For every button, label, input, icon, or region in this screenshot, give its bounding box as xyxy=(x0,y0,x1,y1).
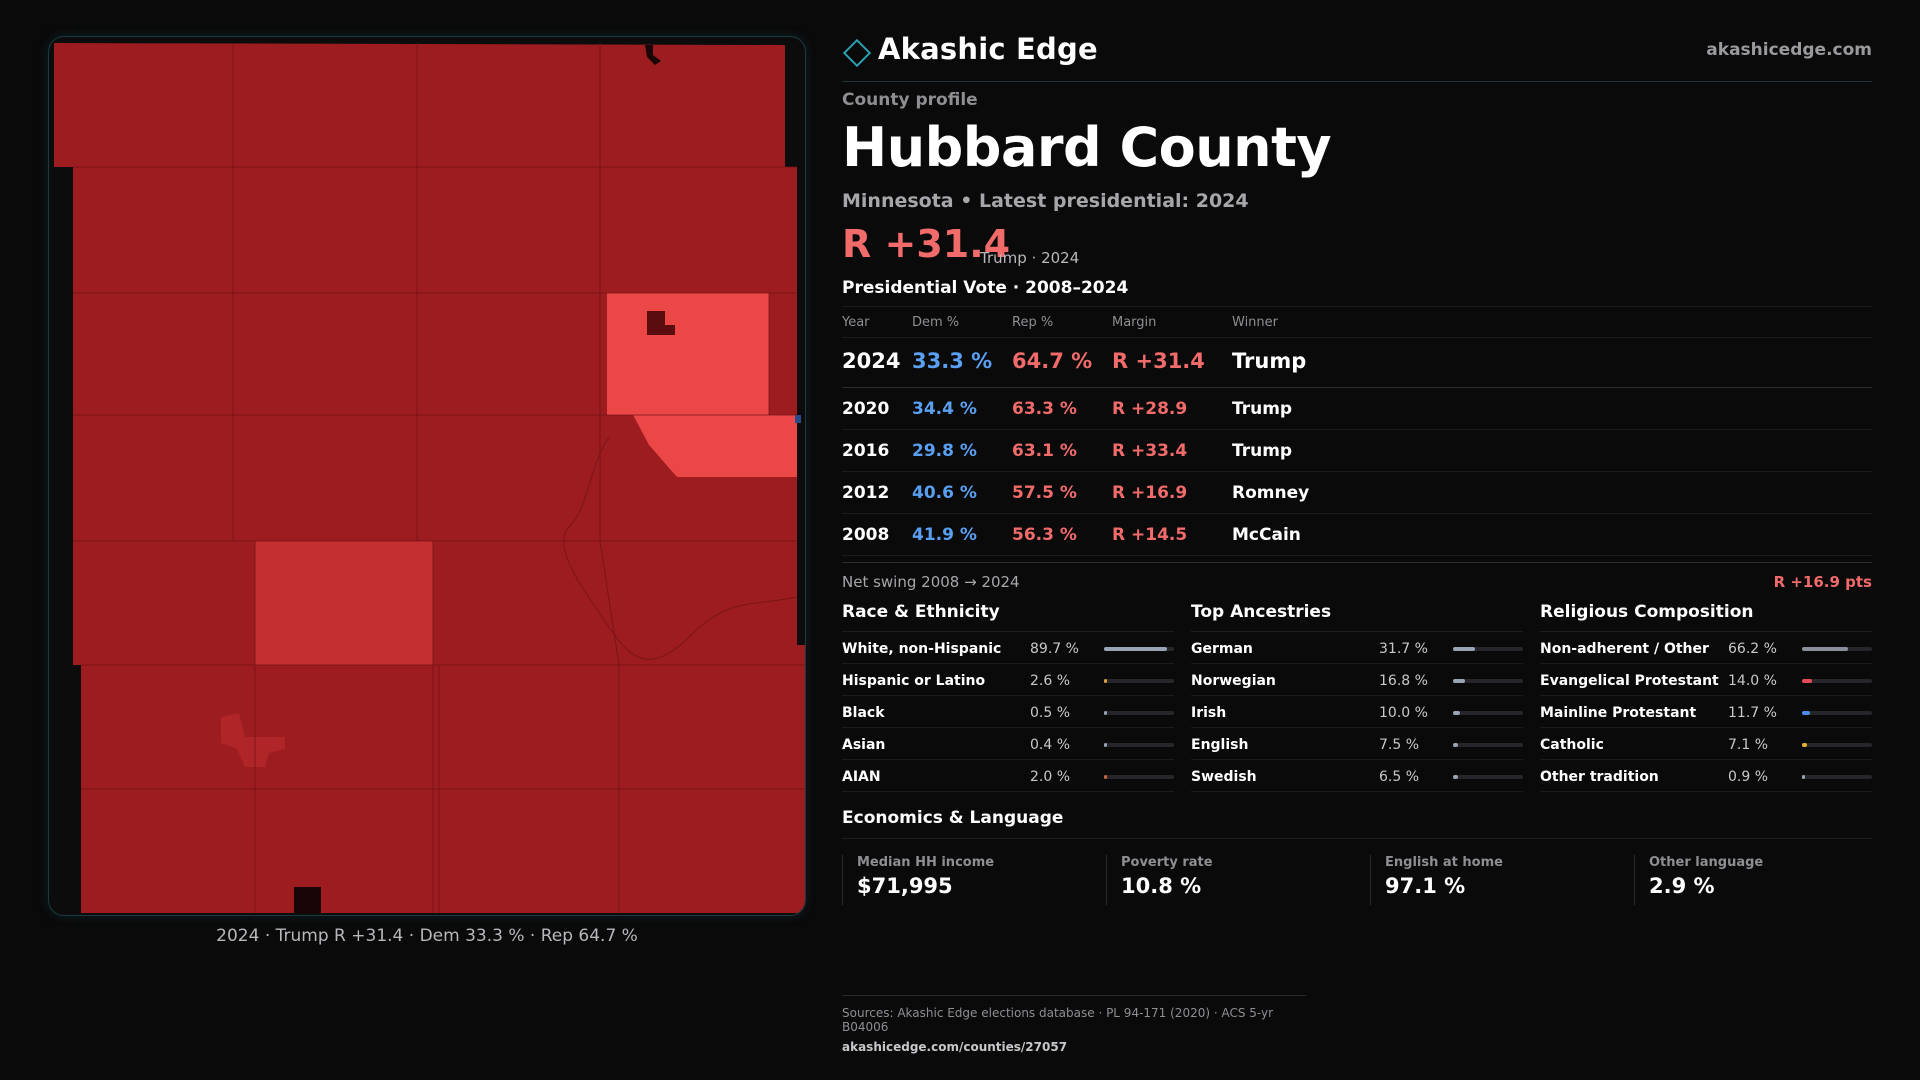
share-bar-track xyxy=(1802,711,1872,715)
list-item xyxy=(842,664,1174,696)
econ-value: 2.9 % xyxy=(1649,874,1715,898)
list-item xyxy=(842,760,1174,792)
cell-winner: Trump xyxy=(1232,349,1307,373)
list-item xyxy=(1540,664,1872,696)
list-item xyxy=(1191,760,1523,792)
item-label: Norwegian xyxy=(1191,673,1276,689)
header-dem: Dem % xyxy=(912,315,960,330)
net-swing-label: Net swing 2008 → 2024 xyxy=(842,573,1020,591)
econ-english-home xyxy=(1370,855,1625,905)
religion-title: Religious Composition xyxy=(1540,600,1872,632)
item-value: 6.5 % xyxy=(1379,769,1420,785)
item-label: Black xyxy=(842,705,885,721)
county-map-panel xyxy=(48,36,806,916)
county-profile-panel xyxy=(842,0,1872,1080)
precinct-center-mid[interactable] xyxy=(255,541,433,665)
cell-dem: 29.8 % xyxy=(912,441,977,461)
cell-winner: Trump xyxy=(1232,399,1293,419)
item-value: 0.4 % xyxy=(1030,737,1071,753)
race-ethnicity-title: Race & Ethnicity xyxy=(842,600,1174,632)
cell-margin: R +14.5 xyxy=(1112,525,1188,545)
share-bar-fill xyxy=(1453,647,1475,651)
map-caption: 2024 · Trump R +31.4 · Dem 33.3 % · Rep 64.7 % xyxy=(216,926,638,946)
table-row xyxy=(842,472,1872,514)
cell-year: 2020 xyxy=(842,399,890,419)
list-item xyxy=(1191,664,1523,696)
econ-label: Median HH income xyxy=(857,855,995,870)
share-bar-fill xyxy=(1453,711,1460,715)
cell-rep: 63.3 % xyxy=(1012,399,1077,419)
share-bar-track xyxy=(1104,711,1174,715)
cell-dem: 41.9 % xyxy=(912,525,977,545)
cell-year: 2016 xyxy=(842,441,890,461)
item-label: AIAN xyxy=(842,769,881,785)
share-bar-track xyxy=(1802,743,1872,747)
item-value: 66.2 % xyxy=(1728,641,1777,657)
source-url-link[interactable]: akashicedge.com/counties/27057 xyxy=(842,1040,1068,1054)
sources-text: Sources: Akashic Edge elections database · PL 94-171 (2020) · ACS 5-yr B04006 xyxy=(842,1006,1274,1034)
list-item xyxy=(842,728,1174,760)
item-value: 14.0 % xyxy=(1728,673,1777,689)
share-bar-track xyxy=(1104,743,1174,747)
headline-margin: R +31.4 xyxy=(842,222,1011,266)
county-subtitle: Minnesota • Latest presidential: 2024 xyxy=(842,190,1249,212)
item-label: English xyxy=(1191,737,1249,753)
item-value: 0.5 % xyxy=(1030,705,1071,721)
item-label: Other tradition xyxy=(1540,769,1659,785)
cell-margin: R +28.9 xyxy=(1112,399,1188,419)
item-value: 2.0 % xyxy=(1030,769,1071,785)
econ-poverty-rate xyxy=(1106,855,1361,905)
list-item xyxy=(1540,632,1872,664)
share-bar-track xyxy=(1802,679,1872,683)
religion-list xyxy=(1540,632,1872,792)
cell-winner: McCain xyxy=(1232,525,1301,545)
precinct-water-dark[interactable] xyxy=(294,887,321,913)
share-bar-track xyxy=(1453,647,1523,651)
item-label: Asian xyxy=(842,737,886,753)
table-row xyxy=(842,514,1872,556)
page-title: Hubbard County xyxy=(842,116,1332,179)
race-ethnicity-list xyxy=(842,632,1174,792)
share-bar-fill xyxy=(1104,647,1167,651)
share-bar-track xyxy=(1802,775,1872,779)
county-shape[interactable] xyxy=(54,43,805,913)
list-item xyxy=(1540,728,1872,760)
header-rep: Rep % xyxy=(1012,315,1054,330)
cell-winner: Trump xyxy=(1232,441,1293,461)
share-bar-fill xyxy=(1104,679,1107,683)
econ-value: 10.8 % xyxy=(1121,874,1202,898)
share-bar-fill xyxy=(1453,679,1465,683)
share-bar-fill xyxy=(1802,711,1810,715)
list-item xyxy=(1191,728,1523,760)
share-bar-track xyxy=(1802,647,1872,651)
table-row xyxy=(842,430,1872,472)
cell-dem: 40.6 % xyxy=(912,483,977,503)
econ-median-income xyxy=(842,855,1097,905)
item-value: 7.1 % xyxy=(1728,737,1769,753)
table-row xyxy=(842,388,1872,430)
item-label: Mainline Protestant xyxy=(1540,705,1697,721)
cell-rep: 56.3 % xyxy=(1012,525,1077,545)
share-bar-fill xyxy=(1802,647,1848,651)
cell-rep: 63.1 % xyxy=(1012,441,1077,461)
cell-rep: 64.7 % xyxy=(1012,349,1093,373)
header-year: Year xyxy=(842,315,870,330)
item-label: White, non-Hispanic xyxy=(842,641,1002,657)
share-bar-track xyxy=(1104,647,1174,651)
share-bar-fill xyxy=(1802,743,1807,747)
item-label: Evangelical Protestant xyxy=(1540,673,1719,689)
cell-year: 2012 xyxy=(842,483,890,503)
item-label: Hispanic or Latino xyxy=(842,673,986,689)
item-label: Catholic xyxy=(1540,737,1604,753)
item-value: 2.6 % xyxy=(1030,673,1071,689)
religion-section xyxy=(1540,600,1872,792)
cell-winner: Romney xyxy=(1232,483,1310,503)
table-header-row xyxy=(842,306,1872,338)
list-item xyxy=(1191,632,1523,664)
item-value: 0.9 % xyxy=(1728,769,1769,785)
precinct-east-light-upper[interactable] xyxy=(607,293,769,415)
cell-year: 2024 xyxy=(842,349,901,373)
race-ethnicity-section xyxy=(842,600,1174,792)
share-bar-fill xyxy=(1453,743,1458,747)
net-swing-row xyxy=(842,562,1872,591)
precinct-map[interactable] xyxy=(49,37,806,916)
share-bar-fill xyxy=(1453,775,1458,779)
item-label: Swedish xyxy=(1191,769,1257,785)
cell-dem: 34.4 % xyxy=(912,399,977,419)
sources-footer xyxy=(842,995,1306,1054)
share-bar-fill xyxy=(1802,775,1805,779)
ancestry-title: Top Ancestries xyxy=(1191,600,1523,632)
share-bar-fill xyxy=(1802,679,1812,683)
profile-label: County profile xyxy=(842,90,978,110)
brand-name: Akashic Edge xyxy=(878,32,1098,66)
headline-note: Trump · 2024 xyxy=(980,249,1080,267)
item-value: 89.7 % xyxy=(1030,641,1079,657)
brand-site-link[interactable]: akashicedge.com xyxy=(1706,40,1872,60)
share-bar-track xyxy=(1104,775,1174,779)
item-label: Irish xyxy=(1191,705,1227,721)
presidential-table-title: Presidential Vote · 2008–2024 xyxy=(842,278,1129,298)
ancestry-list xyxy=(1191,632,1523,792)
item-value: 10.0 % xyxy=(1379,705,1428,721)
list-item xyxy=(842,696,1174,728)
share-bar-track xyxy=(1453,679,1523,683)
cell-margin: R +33.4 xyxy=(1112,441,1188,461)
share-bar-fill xyxy=(1104,743,1107,747)
share-bar-track xyxy=(1453,711,1523,715)
ancestry-section xyxy=(1191,600,1523,792)
cell-year: 2008 xyxy=(842,525,890,545)
item-label: Non-adherent / Other xyxy=(1540,641,1709,657)
econ-value: 97.1 % xyxy=(1385,874,1466,898)
share-bar-fill xyxy=(1104,711,1107,715)
precinct-dem-sliver[interactable] xyxy=(795,415,801,423)
list-item xyxy=(1540,696,1872,728)
presidential-table xyxy=(842,306,1872,556)
diamond-logo-icon xyxy=(842,38,872,68)
share-bar-track xyxy=(1453,743,1523,747)
table-row xyxy=(842,338,1872,388)
share-bar-fill xyxy=(1104,775,1107,779)
header-margin: Margin xyxy=(1112,315,1157,330)
item-value: 11.7 % xyxy=(1728,705,1777,721)
econ-label: Poverty rate xyxy=(1121,855,1213,870)
item-label: German xyxy=(1191,641,1253,657)
list-item xyxy=(842,632,1174,664)
econ-label: Other language xyxy=(1649,855,1764,870)
economics-row xyxy=(842,838,1872,908)
item-value: 31.7 % xyxy=(1379,641,1428,657)
item-value: 7.5 % xyxy=(1379,737,1420,753)
cell-rep: 57.5 % xyxy=(1012,483,1077,503)
list-item xyxy=(1191,696,1523,728)
cell-margin: R +31.4 xyxy=(1112,349,1205,373)
header-winner: Winner xyxy=(1232,315,1279,330)
cell-dem: 33.3 % xyxy=(912,349,993,373)
econ-label: English at home xyxy=(1385,855,1503,870)
cell-margin: R +16.9 xyxy=(1112,483,1188,503)
econ-other-language xyxy=(1634,855,1889,905)
econ-value: $71,995 xyxy=(857,874,953,898)
share-bar-track xyxy=(1453,775,1523,779)
net-swing-value: R +16.9 pts xyxy=(1773,573,1872,591)
economics-title: Economics & Language xyxy=(842,808,1064,828)
list-item xyxy=(1540,760,1872,792)
item-value: 16.8 % xyxy=(1379,673,1428,689)
brand-header xyxy=(842,32,1872,82)
share-bar-track xyxy=(1104,679,1174,683)
